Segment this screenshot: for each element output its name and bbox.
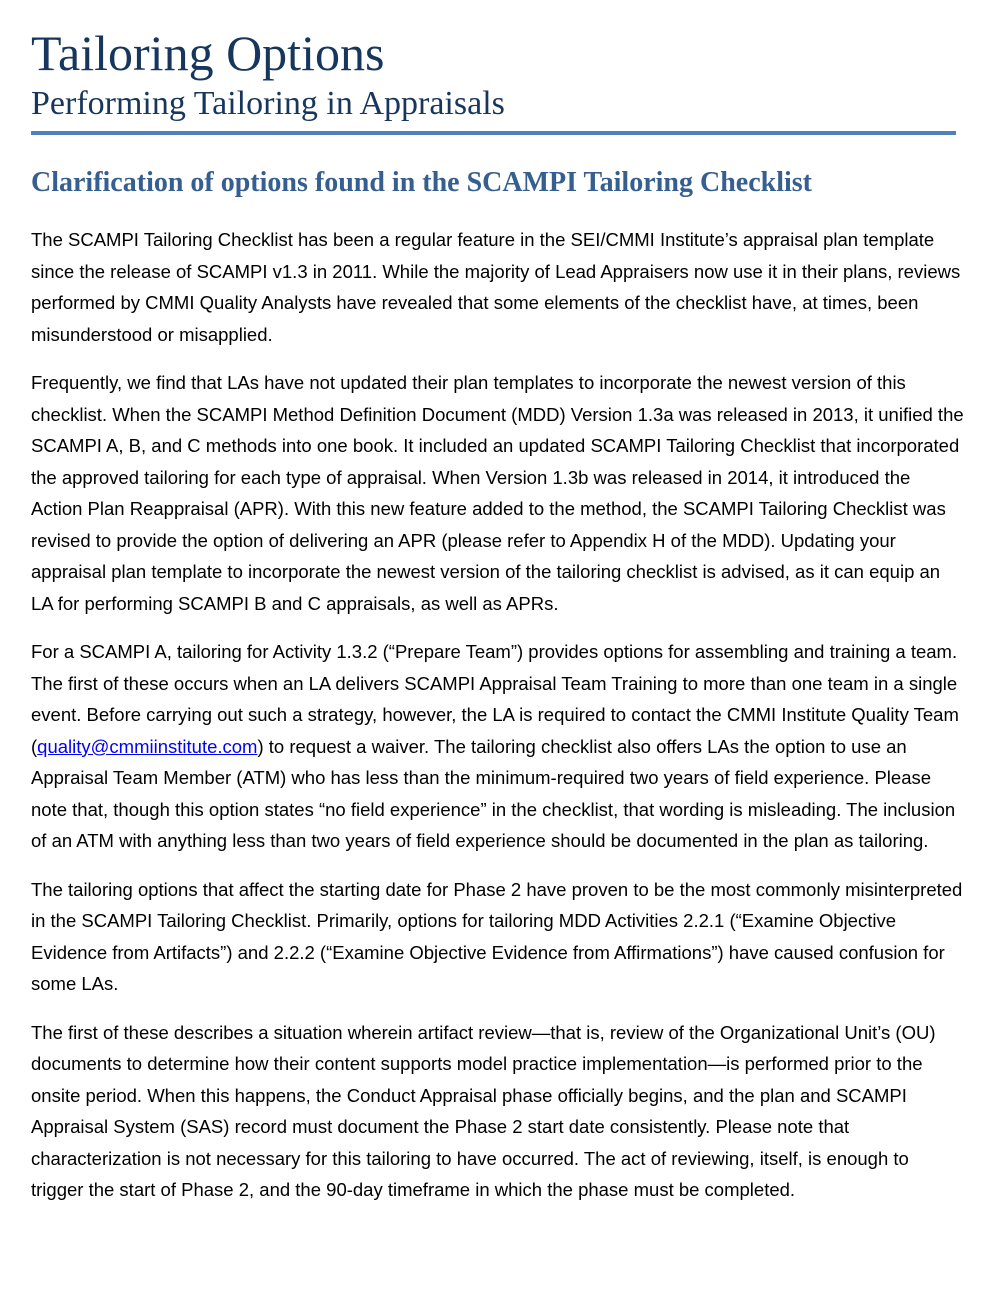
- paragraph-2: Frequently, we find that LAs have not updated their plan templates to incorporate the newest version of this checklist. When the SCAMPI Method Definition Document (MDD) Version 1.3a was released in 2013, it unified the SCAMPI A, B, and C methods into one book. It included an updated SCAMPI Tailoring Checklist that incorporated the approved tailoring for each type of appraisal. When Version 1.3b was released in 2014, it introduced the Action Plan Reappraisal (APR). With this new feature added to the method, the SCAMPI Tailoring Checklist was revised to provide the option of delivering an APR (please refer to Appendix H of the MDD). Updating your appraisal plan template to incorporate the newest version of the tailoring checklist is advised, as it can equip an LA for performing SCAMPI B and C appraisals, as well as APRs.: [31, 372, 964, 614]
- paragraph-3-text-before-link: For a SCAMPI A, tailoring for Activity 1.3.2 (“Prepare Team”) provides options for assembling and training a team. The first of these occurs when an LA delivers SCAMPI Appraisal Team Training to more than one team in a single event. Before carrying out such a strategy, however, the LA is required to contact the CMMI Institute Quality Team (: [31, 641, 959, 757]
- paragraph-3-text-after-link: ) to request a waiver. The tailoring checklist also offers LAs the option to use an Appraisal Team Member (ATM) who has less than the minimum-required two years of field experience. Please note that, though this option states “no field experience” in the checklist, that wording is misleading. The inclusion of an ATM with anything less than two years of field experience should be documented in the plan as tailoring.: [31, 735, 956, 852]
- article-body: [31, 224, 965, 1206]
- document-subtitle: Performing Tailoring in Appraisals: [31, 85, 505, 122]
- title-divider-rule: [31, 131, 956, 135]
- section-heading: Clarification of options found in the SCAMPI Tailoring Checklist: [31, 167, 812, 199]
- document-title: Tailoring Options: [31, 25, 385, 81]
- paragraph-1: The SCAMPI Tailoring Checklist has been a regular feature in the SEI/CMMI Institute’s appraisal plan template since the release of SCAMPI v1.3 in 2011. While the majority of Lead Appraisers now use it in their plans, reviews performed by CMMI Quality Analysts have revealed that some elements of the checklist have, at times, been misunderstood or misapplied.: [31, 229, 961, 345]
- paragraph-3: [31, 636, 965, 857]
- paragraph-4: The tailoring options that affect the starting date for Phase 2 have proven to be the most commonly misinterpreted in the SCAMPI Tailoring Checklist. Primarily, options for tailoring MDD Activities 2.2.1 (“Examine Objective Evidence from Artifacts”) and 2.2.2 (“Examine Objective Evidence from Affirmations”) have caused confusion for some LAs.: [31, 878, 963, 995]
- paragraph-5: The first of these describes a situation wherein artifact review—that is, review of the Organizational Unit’s (OU) documents to determine how their content supports model practice implementation—is performed prior to the onsite period. When this happens, the Conduct Appraisal phase officially begins, and the plan and SCAMPI Appraisal System (SAS) record must document the Phase 2 start date consistently. Please note that characterization is not necessary for this tailoring to have occurred. The act of reviewing, itself, is enough to trigger the start of Phase 2, and the 90-day timeframe in which the phase must be completed.: [31, 1021, 936, 1201]
- email-link[interactable]: quality@cmmiinstitute.com: [37, 735, 258, 757]
- document-header: [31, 26, 965, 135]
